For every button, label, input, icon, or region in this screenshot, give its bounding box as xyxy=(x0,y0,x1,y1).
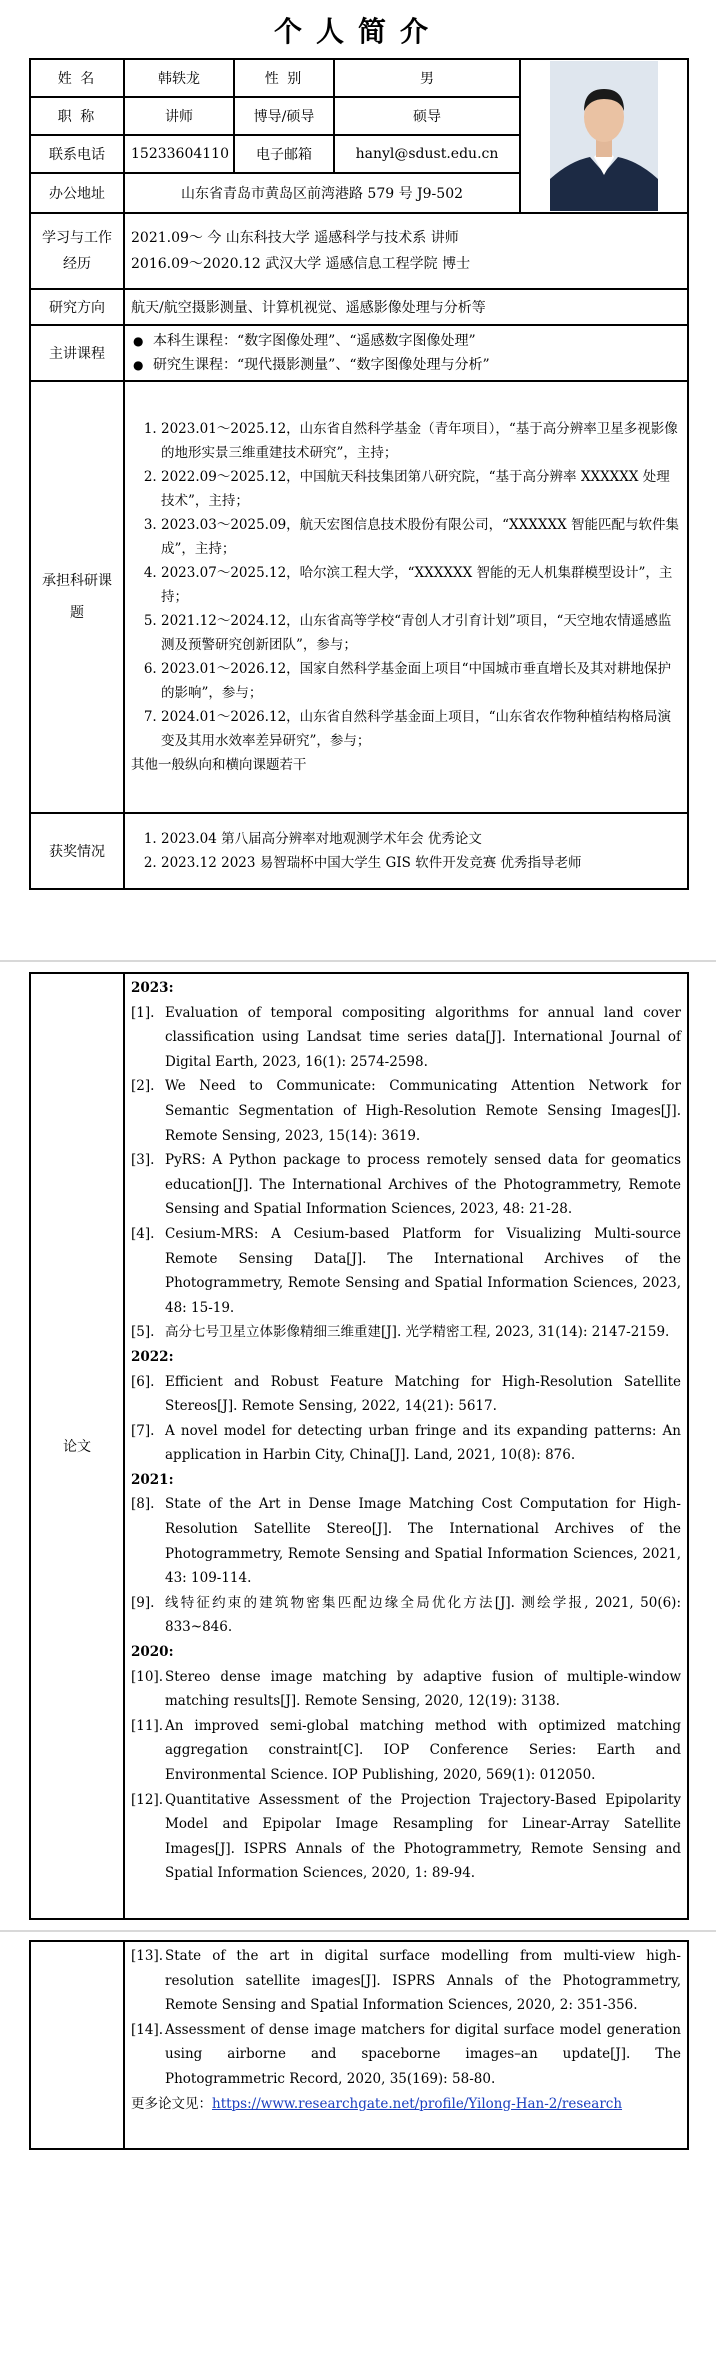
courses-label: 主讲课程 xyxy=(30,325,124,381)
project-item: 7. 2024.01～2026.12，山东省自然科学基金面上项目，“山东省农作物种植结构格局演变及其用水效率差异研究”，参与； xyxy=(161,705,681,753)
project-item: 5. 2021.12～2024.12，山东省高等学校“青创人才引育计划”项目，“天空地农情遥感监测及预警研究创新团队”，参与； xyxy=(161,609,681,657)
more-papers xyxy=(131,2092,681,2117)
education-label: 学习与工作经历 xyxy=(30,213,124,289)
year-heading: 2021: xyxy=(131,1471,174,1488)
more-papers-label: 更多论文见： xyxy=(131,2095,212,2112)
papers-table xyxy=(29,972,689,1920)
papers-cell xyxy=(124,973,688,1919)
year-heading: 2022: xyxy=(131,1348,174,1365)
courses-list xyxy=(124,325,688,381)
awards-cell xyxy=(124,813,688,889)
award-item: 1. 2023.04 第八届高分辨率对地观测学术年会 优秀论文 xyxy=(161,827,681,851)
projects-list xyxy=(131,417,681,753)
page-title: 个人简介 xyxy=(273,15,442,48)
address-label: 办公地址 xyxy=(30,173,124,213)
photo-cell xyxy=(520,59,688,213)
phone-value: 15233604110 xyxy=(124,135,234,173)
paper-item: [3]. PyRS: A Python package to process remotely sensed data for geomatics education[J]. The International Archives of the Photogrammetry, Remote Sensing and Spatial Information Sciences, 2023, 48: 21-28. xyxy=(131,1152,681,1218)
project-item: 3. 2023.03～2025.09，航天宏图信息技术股份有限公司，“XXXXXX 智能匹配与软件集成”，主持； xyxy=(161,513,681,561)
name-label: 姓 名 xyxy=(30,59,124,97)
education-line: 2016.09～2020.12 武汉大学 遥感信息工程学院 博士 xyxy=(131,256,471,272)
gender-value: 男 xyxy=(334,59,520,97)
project-item: 6. 2023.01～2026.12，国家自然科学基金面上项目“中国城市垂直增长及其对耕地保护的影响”，参与； xyxy=(161,657,681,705)
projects-footer: 其他一般纵向和横向课题若干 xyxy=(131,757,307,773)
project-item: 4. 2023.07～2025.12，哈尔滨工程大学，“XXXXXX 智能的无人机集群模型设计”，主持； xyxy=(161,561,681,609)
projects-label: 承担科研课题 xyxy=(30,381,124,813)
email-value: hanyl@sdust.edu.cn xyxy=(334,135,520,173)
awards-label: 获奖情况 xyxy=(30,813,124,889)
paper-item: [9]. 线特征约束的建筑物密集匹配边缘全局优化方法[J]. 测绘学报, 2021, 50(6): 833~846. xyxy=(131,1594,681,1636)
course-item: ● 研究生课程：“现代摄影测量”、“数字图像处理与分析” xyxy=(131,353,681,377)
supervisor-label: 博导/硕导 xyxy=(234,97,334,135)
paper-item: [7]. A novel model for detecting urban fringe and its expanding patterns: An application in Harbin City, China[J]. Land, 2021, 10(8): 876. xyxy=(131,1422,681,1464)
paper-item: [8]. State of the Art in Dense Image Matching Cost Computation for High-Resolution Satellite Stereo[J]. The International Archives of the Photogrammetry, Remote Sensing and Spatial Information Sciences, 2021, 43: 109-114. xyxy=(131,1496,681,1587)
paper-item: [5]. 高分七号卫星立体影像精细三维重建[J]. 光学精密工程, 2023, 31(14): 2147-2159. xyxy=(131,1324,670,1341)
paper-item: [11]. An improved semi-global matching method with optimized matching aggregation constraint[C]. IOP Conference Series: Earth and Environmental Science. IOP Publishing, 2020, 569(1): 012050. xyxy=(131,1717,681,1783)
papers-cont-table xyxy=(29,1940,689,2150)
researchgate-link[interactable]: https://www.researchgate.net/profile/Yilong-Han-2/research xyxy=(212,2095,623,2112)
gender-label: 性 别 xyxy=(234,59,334,97)
paper-item: [10]. Stereo dense image matching by adaptive fusion of multiple-window matching results[J]. Remote Sensing, 2020, 12(19): 3138. xyxy=(131,1668,681,1710)
projects-cell xyxy=(124,381,688,813)
paper-item: [6]. Efficient and Robust Feature Matching for High-Resolution Satellite Stereos[J]. Remote Sensing, 2022, 14(21): 5617. xyxy=(131,1373,681,1415)
project-item: 2. 2022.09～2025.12，中国航天科技集团第八研究院，“基于高分辨率 XXXXXX 处理技术”，主持； xyxy=(161,465,681,513)
education-lines xyxy=(124,213,688,289)
address-value: 山东省青岛市黄岛区前湾港路 579 号 J9-502 xyxy=(124,173,520,213)
course-item: ● 本科生课程：“数字图像处理”、“遥感数字图像处理” xyxy=(131,329,681,353)
research-label: 研究方向 xyxy=(30,289,124,325)
paper-item: [4]. Cesium-MRS: A Cesium-based Platform for Visualizing Multi-source Remote Sensing Data[J]. The International Archives of the Photogrammetry, Remote Sensing and Spatial Information Sciences, 2023, 48: 15-19. xyxy=(131,1225,681,1316)
portrait-photo xyxy=(550,61,658,211)
paper-item: [2]. We Need to Communicate: Communicating Attention Network for Semantic Segmentation of High-Resolution Remote Sensing Images[J]. Remote Sensing, 2023, 15(14): 3619. xyxy=(131,1078,681,1144)
paper-item: [14]. Assessment of dense image matchers for digital surface model generation using airborne and spaceborne images–an update[J]. The Photogrammetric Record, 2020, 35(169): 58-80. xyxy=(131,2021,681,2087)
title-label: 职 称 xyxy=(30,97,124,135)
paper-item: [13]. State of the art in digital surface modelling from multi-view high-resolution satellite images[J]. ISPRS Annals of the Photogrammetry, Remote Sensing and Spatial Information Sciences, 2020, 2: 351-356. xyxy=(131,1948,681,2014)
paper-item: [12]. Quantitative Assessment of the Projection Trajectory-Based Epipolarity Model and Epipolar Image Resampling for Linear-Array Satellite Images[J]. ISPRS Annals of the Photogrammetry, Remote Sensing and Spatial Information Sciences, 2020, 1: 89-94. xyxy=(131,1791,681,1882)
year-heading: 2020: xyxy=(131,1644,174,1661)
papers-cont-label xyxy=(30,1941,124,2149)
education-line: 2021.09～ 今 山东科技大学 遥感科学与技术系 讲师 xyxy=(131,230,459,246)
award-item: 2. 2023.12 2023 易智瑞杯中国大学生 GIS 软件开发竞赛 优秀指导老师 xyxy=(161,851,681,875)
awards-list xyxy=(131,827,681,875)
name-value: 韩轶龙 xyxy=(124,59,234,97)
papers-cont-cell xyxy=(124,1941,688,2149)
phone-label: 联系电话 xyxy=(30,135,124,173)
paper-item: [1]. Evaluation of temporal compositing algorithms for annual land cover classification using Landsat time series data[J]. International Journal of Digital Earth, 2023, 16(1): 2574-2598. xyxy=(131,1004,681,1070)
year-heading: 2023: xyxy=(131,980,174,996)
page-break xyxy=(0,1930,716,1932)
profile-table xyxy=(29,58,689,890)
title-value: 讲师 xyxy=(124,97,234,135)
project-item: 1. 2023.01～2025.12，山东省自然科学基金（青年项目），“基于高分辨率卫星多视影像的地形实景三维重建技术研究”，主持； xyxy=(161,417,681,465)
research-value: 航天/航空摄影测量、计算机视觉、遥感影像处理与分析等 xyxy=(124,289,688,325)
email-label: 电子邮箱 xyxy=(234,135,334,173)
supervisor-value: 硕导 xyxy=(334,97,520,135)
page-break xyxy=(0,960,716,962)
papers-label: 论文 xyxy=(30,973,124,1919)
